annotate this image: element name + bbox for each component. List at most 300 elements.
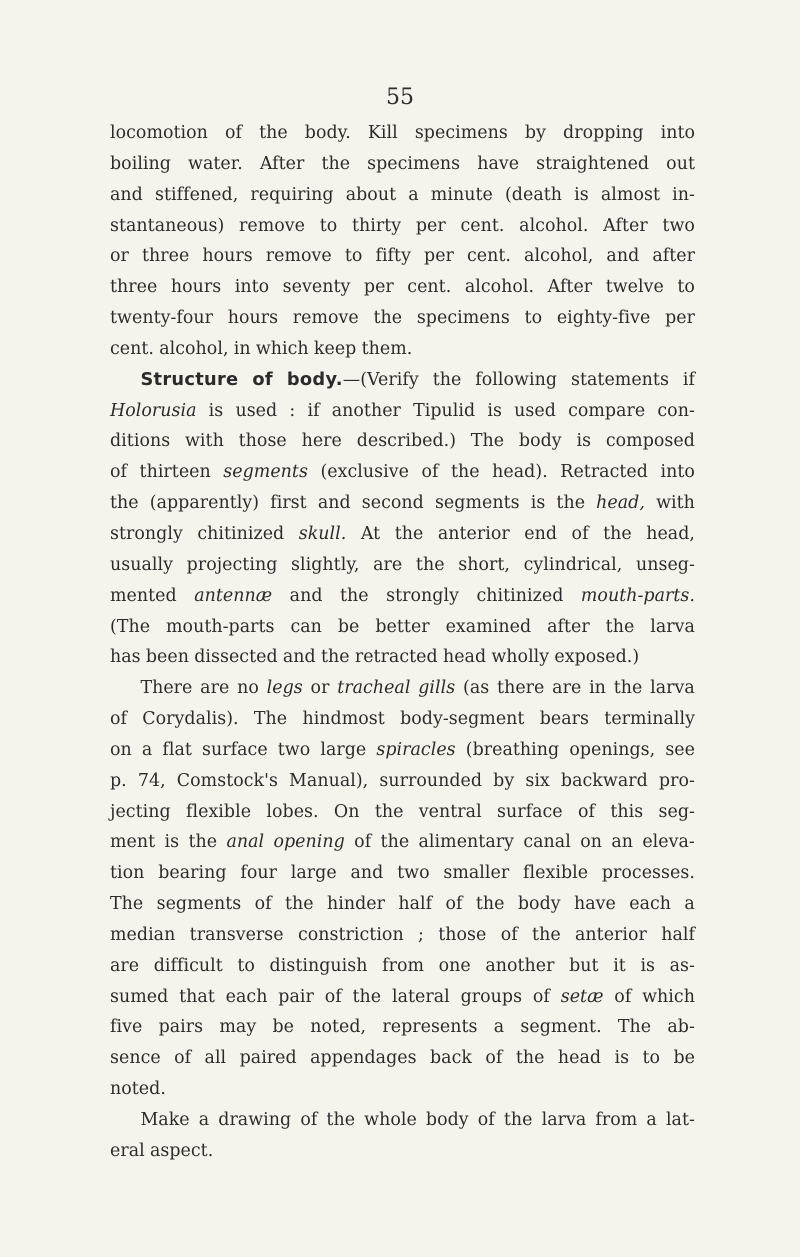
text-line [110, 1136, 695, 1167]
word: whole [364, 1110, 417, 1130]
word: to [344, 246, 363, 267]
word: the [352, 986, 382, 1007]
word: the [432, 369, 462, 390]
word: per [415, 215, 446, 236]
text-line [110, 1043, 695, 1074]
word: of [485, 1048, 503, 1069]
word: after [547, 616, 590, 637]
word: or [110, 246, 129, 267]
word: half [661, 924, 695, 945]
word: surrounded [379, 770, 483, 791]
word: pair [278, 986, 314, 1007]
word: four [240, 863, 277, 884]
text-line [110, 303, 695, 334]
word: into [660, 462, 695, 483]
word: statements [570, 369, 669, 390]
word: be [337, 616, 360, 637]
word: The [253, 709, 288, 730]
word: end [524, 523, 558, 544]
word: sumed [110, 986, 169, 1007]
word: On [333, 801, 360, 822]
word: each [225, 986, 268, 1007]
word: body [425, 1110, 469, 1130]
text-line [110, 272, 695, 303]
word: from [595, 1110, 638, 1130]
word: each [629, 894, 672, 915]
word: is [574, 184, 589, 205]
text-line [110, 858, 695, 889]
word: this [610, 801, 644, 822]
text-line [110, 827, 695, 858]
text-line [110, 581, 695, 612]
word: body-segment [400, 709, 525, 730]
word: of [614, 986, 632, 1007]
word: (breathing [465, 739, 560, 760]
word: after [652, 246, 695, 267]
word: almost [600, 184, 660, 205]
word: Comstock's [176, 770, 278, 791]
word: keep [313, 338, 357, 359]
word: by [524, 123, 546, 143]
word: median [110, 924, 176, 945]
word: composed [605, 431, 695, 452]
word: specimens [367, 153, 461, 174]
word: The [110, 894, 144, 915]
word: the [451, 462, 480, 483]
word: cylindrical, [523, 554, 623, 575]
text-line [110, 642, 695, 673]
word: : [289, 400, 296, 421]
word: jecting [110, 801, 171, 822]
word: hinder [327, 894, 385, 915]
word: are [110, 955, 140, 976]
word: been [145, 647, 189, 668]
word: paired [239, 1048, 297, 1069]
word: alcohol, [159, 338, 229, 359]
text-line [110, 118, 695, 149]
text-line [110, 519, 695, 550]
word: cent. [466, 246, 511, 267]
word: hours [170, 277, 222, 298]
italic-term: antennæ [194, 585, 273, 606]
italic-term: legs [266, 678, 303, 699]
word: have [477, 153, 520, 174]
word: that [179, 986, 215, 1007]
text-line [110, 241, 695, 272]
word: no [237, 678, 259, 699]
word: and [606, 246, 640, 267]
word: is [640, 955, 656, 976]
word: aspect. [149, 1140, 214, 1161]
word: eleva- [642, 832, 695, 853]
word: strongly [110, 523, 183, 544]
word: of [571, 523, 589, 544]
word: the [321, 153, 351, 174]
word: appendages [310, 1048, 417, 1069]
text-line [110, 735, 695, 766]
word: hours [227, 308, 279, 329]
word: stiffened, [154, 184, 239, 205]
word: two [662, 215, 695, 236]
word: into [660, 123, 695, 143]
word: Manual), [289, 770, 369, 791]
word: first [270, 493, 307, 514]
word: chitinized [476, 585, 564, 606]
word: to [642, 1048, 661, 1069]
word: difficult [153, 955, 223, 976]
text-line [110, 982, 695, 1013]
word: segments [434, 493, 520, 514]
word: Kill [367, 123, 398, 143]
word: head [557, 1048, 602, 1069]
word: is [576, 431, 592, 452]
word: minute [430, 184, 493, 205]
word: body [517, 894, 561, 915]
word: may [219, 1017, 257, 1038]
word: noted. [110, 1079, 166, 1100]
word: are [200, 678, 230, 699]
word: the [374, 801, 404, 822]
word: two [277, 739, 311, 760]
word: backward [560, 770, 648, 791]
word: cent. [460, 215, 505, 236]
text-line [110, 180, 695, 211]
word: lat- [665, 1110, 695, 1130]
text-line [110, 920, 695, 951]
text-line [110, 365, 695, 396]
word: used [514, 400, 556, 421]
word: of [532, 986, 550, 1007]
word: another [485, 955, 555, 976]
word: chitinized [197, 523, 285, 544]
word: mouth-parts [166, 616, 275, 637]
word: (apparently) [149, 493, 260, 514]
word: of [110, 462, 128, 483]
word: two [397, 863, 430, 884]
word: with [185, 431, 224, 452]
italic-term: skull. [298, 523, 347, 544]
word: segments [156, 894, 242, 915]
word: alimentary [418, 832, 514, 853]
word: segment. [520, 1017, 602, 1038]
word: con- [657, 400, 695, 421]
word: (The [110, 616, 151, 637]
word: be [272, 1017, 294, 1038]
word: surface [202, 739, 268, 760]
word: surface [497, 801, 563, 822]
word: pro- [658, 770, 695, 791]
text-line [110, 550, 695, 581]
word: openings, [569, 739, 656, 760]
word: which [255, 338, 309, 359]
text-line [110, 766, 695, 797]
word: flexible [186, 801, 252, 822]
word: here [301, 431, 342, 452]
word: has [110, 647, 141, 668]
word: of [421, 462, 439, 483]
italic-term: setæ [560, 986, 604, 1007]
word: a [493, 1017, 505, 1038]
word: retracted [354, 647, 438, 668]
word: see [665, 739, 695, 760]
heading-group [287, 365, 419, 396]
word: in- [672, 184, 695, 205]
word: the [320, 647, 350, 668]
word: twelve [605, 277, 664, 298]
word: have [574, 894, 616, 915]
word: The [617, 1017, 652, 1038]
word: the [503, 1110, 533, 1130]
word: of [324, 986, 342, 1007]
italic-term: segments [223, 462, 308, 483]
word: all [204, 1048, 227, 1069]
word: of [254, 894, 272, 915]
word: or [310, 678, 330, 699]
text-line [110, 797, 695, 828]
word: of [577, 801, 595, 822]
word: remove [292, 308, 359, 329]
word: to [319, 215, 338, 236]
word: hours [202, 246, 253, 267]
word: be [673, 1048, 695, 1069]
word: alcohol. [464, 277, 535, 298]
word: but [569, 955, 599, 976]
word: Corydalis). [142, 709, 239, 730]
word: of [445, 894, 463, 915]
word: water. [188, 153, 243, 174]
word: smaller [443, 863, 510, 884]
word: three [110, 277, 158, 298]
word: the [373, 308, 403, 329]
word: with [656, 493, 695, 514]
word: stantaneous) [110, 215, 225, 236]
word: distinguish [269, 955, 368, 976]
word: a [646, 1110, 657, 1130]
word: alcohol, [524, 246, 594, 267]
word: anterior [574, 924, 647, 945]
text-line [110, 1105, 695, 1136]
word: requiring [250, 184, 334, 205]
word: and [282, 647, 316, 668]
text-line [110, 211, 695, 242]
italic-term: tracheal [337, 678, 411, 699]
word: and [110, 184, 143, 205]
italic-term: spiracles [376, 739, 456, 760]
word: per [424, 246, 454, 267]
text-line [110, 457, 695, 488]
word: it [613, 955, 626, 976]
word: by [493, 770, 515, 791]
word: pairs [158, 1017, 204, 1038]
word: the [603, 523, 632, 544]
word: the [515, 1048, 545, 1069]
word: the [556, 493, 586, 514]
word: cent. [407, 277, 452, 298]
word: three [141, 246, 190, 267]
word: head [442, 647, 487, 668]
word: (as [463, 678, 490, 699]
word: can [290, 616, 322, 637]
word: following [475, 369, 558, 390]
text-line [110, 426, 695, 457]
word: the [259, 123, 288, 143]
word: (exclusive [320, 462, 409, 483]
word: back [430, 1048, 472, 1069]
word: After [259, 153, 305, 174]
word: body [518, 431, 562, 452]
text-line [110, 704, 695, 735]
word: After [603, 215, 648, 236]
word: of [110, 709, 128, 730]
word: ; [418, 924, 424, 945]
word: per [363, 277, 394, 298]
word: six [525, 770, 550, 791]
word: as- [669, 955, 695, 976]
word: ab- [667, 1017, 695, 1038]
word: cent. [110, 338, 154, 359]
word: in [233, 338, 251, 359]
word: is [487, 400, 502, 421]
text-line [110, 396, 695, 427]
word: sence [110, 1048, 161, 1069]
word: of [354, 832, 372, 853]
word: the [326, 1110, 356, 1130]
word: specimens [416, 308, 510, 329]
word: alcohol. [519, 215, 589, 236]
word: those [438, 924, 487, 945]
word: transverse [189, 924, 284, 945]
italic-term: Holorusia [110, 400, 197, 421]
section-heading: of [252, 368, 273, 390]
word: The [470, 431, 505, 452]
word: bears [539, 709, 590, 730]
word: drawing [218, 1110, 292, 1130]
word: There [140, 678, 193, 699]
word: and [289, 585, 323, 606]
section-heading: Structure [140, 368, 239, 390]
word: are [552, 678, 582, 699]
word: locomotion [110, 123, 208, 143]
word: larva [650, 678, 695, 699]
word: groups [460, 986, 523, 1007]
word: eighty-five [556, 308, 651, 329]
text-line [110, 612, 695, 643]
word: a [198, 1110, 210, 1130]
word: better [375, 616, 430, 637]
word: five [110, 1017, 143, 1038]
word: the [188, 832, 218, 853]
word: specimens [414, 123, 508, 143]
word: seg- [658, 801, 695, 822]
word: described.) [356, 431, 457, 452]
word: head). [492, 462, 548, 483]
word: slightly, [291, 554, 360, 575]
word: of [300, 1110, 318, 1130]
word: p. [110, 770, 127, 791]
page-body [110, 118, 695, 1167]
word: second [361, 493, 424, 514]
section-heading: body. [286, 368, 343, 390]
word: per [665, 308, 695, 329]
word: processes. [601, 863, 695, 884]
word: At [360, 523, 381, 544]
word: from [382, 955, 425, 976]
text-line [110, 1074, 695, 1105]
word: Make [140, 1110, 190, 1130]
word: compare [568, 400, 646, 421]
word: dissected [194, 647, 278, 668]
word: the [613, 678, 643, 699]
word: exposed.) [554, 647, 640, 668]
word: in [589, 678, 606, 699]
word: the [110, 493, 139, 514]
word: head, [646, 523, 695, 544]
word: another [331, 400, 401, 421]
word: which [642, 986, 695, 1007]
word: on [580, 832, 602, 853]
italic-term: mouth-parts. [580, 585, 695, 606]
word: wholly [491, 647, 550, 668]
text-line [110, 889, 695, 920]
word: (death [504, 184, 563, 205]
word: used [235, 400, 278, 421]
word: is [208, 400, 224, 421]
word: large [320, 739, 367, 760]
word: there [497, 678, 545, 699]
word: of [500, 924, 518, 945]
italic-term: anal [226, 832, 265, 853]
word: seventy [282, 277, 351, 298]
word: of [225, 123, 243, 143]
word: half [398, 894, 433, 915]
word: the [285, 894, 314, 915]
word: is [614, 1048, 630, 1069]
word: on [110, 739, 132, 760]
word: and [317, 493, 351, 514]
word: 74, [137, 770, 166, 791]
word: and [350, 863, 384, 884]
word: lobes. [266, 801, 319, 822]
word: the [394, 523, 424, 544]
word: into [234, 277, 270, 298]
word: thirty [351, 215, 402, 236]
word: those [238, 431, 287, 452]
word: examined [445, 616, 532, 637]
word: remove [265, 246, 332, 267]
text-line [110, 673, 695, 704]
word: ventral [418, 801, 482, 822]
word: canal [523, 832, 571, 853]
word: fifty [375, 246, 411, 267]
word: to [677, 277, 695, 298]
word: larva [650, 616, 695, 637]
word: represents [382, 1017, 478, 1038]
word: After [547, 277, 593, 298]
word: ditions [110, 431, 171, 452]
word: eral [110, 1140, 145, 1161]
text-line [110, 951, 695, 982]
word: is [530, 493, 546, 514]
text-line [110, 334, 695, 365]
word: ment [110, 832, 156, 853]
word: them. [361, 338, 413, 359]
word: body. [304, 123, 351, 143]
word: the [380, 832, 410, 853]
word: remove [239, 215, 305, 236]
word: thirteen [139, 462, 211, 483]
word: large [290, 863, 337, 884]
word: anterior [437, 523, 510, 544]
